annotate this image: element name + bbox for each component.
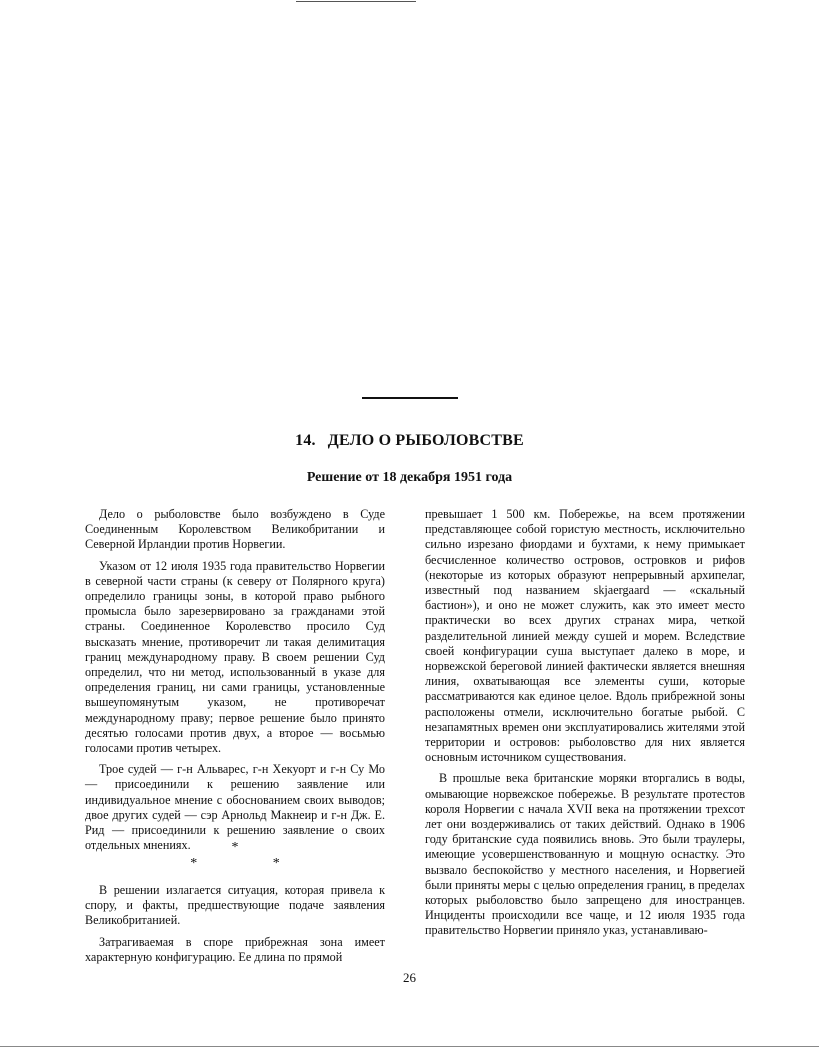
left-column — [85, 507, 385, 859]
left-column-continued — [85, 883, 385, 971]
paragraph: В прошлые века британские моряки вторгались в воды, омывающие норвежское побережье. В результате протестов короля Норвегии с начала XVII века на протяжении трехсот лет они воздерживались от таких действий. Однако в 1906 году британские суда появились вновь. Это были траулеры, имеющие усовершенствованную и мощную оснастку. Это вызвало беспокойство у местного населения, и Норвегией были приняты меры с целью определения границ, в пределах которых рыболовство было запрещено для иностранцев. Инциденты происходили все чаще, и 12 июля 1935 года правительство Норвегии приняло указ, устанавливаю- — [425, 771, 745, 938]
paragraph: В решении излагается ситуация, которая привела к спору, и факты, предшествующие подаче заявления Великобританией. — [85, 883, 385, 928]
top-edge-rule — [296, 1, 416, 2]
chapter-title — [0, 432, 819, 450]
chapter-title-text: ДЕЛО О РЫБОЛОВСТВЕ — [327, 432, 524, 449]
page-number: 26 — [403, 970, 416, 985]
paragraph: превышает 1 500 км. Побережье, на всем протяжении представляющее собой гористую местность, исключительно сильно изрезано фиордами и бухтами, к нему примыкает бесчисленное количество островов, островков и рифов (некоторые из которых образуют непрерывный архипелаг, известный под названием skjaergaard — «скальный бастион»), и оно не может служить, как это имеет место практически во всех других странах мира, четкой разделительной линией между сушей и морем. Вследствие своей конфигурации суша выступает далеко в море, и норвежской береговой линией фактически является внешняя линия, охватывающая все элементы суши, которые рассматриваются как единое целое. Вдоль прибрежной зоны расположены отмели, исключительно богатые рыбой. С незапамятных времен они эксплуатировались жителями этой территории и островов: рыболовство для них является основным источником существования. — [425, 507, 745, 765]
right-column — [425, 507, 745, 945]
paragraph: Указом от 12 июля 1935 года правительство Норвегии в северной части страны (к северу от Полярного круга) определило границы зоны, в которой право рыбного промысла было зарезервировано за гражданами этой страны. Соединенное Королевство просило Суд высказать мнение, противоречит ли такая делимитация границ международному праву. В своем решении Суд определил, что ни метод, использованный в указе для определения границ, ни сами границы, установленные вышеупомянутым указом, не противоречат международному праву; первое решение было принято десятью голосами против двух, а второе — восьмью голосами против четырех. — [85, 558, 385, 756]
paragraph: Дело о рыболовстве было возбуждено в Суде Соединенным Королевством Великобритании и Северной Ирландии против Норвегии. — [85, 507, 385, 552]
title-rule — [362, 397, 458, 399]
separator-asterisk-top: * — [231, 840, 239, 855]
bottom-edge-rule — [0, 1046, 819, 1047]
chapter-subtitle: Решение от 18 декабря 1951 года — [306, 470, 513, 485]
paragraph: Трое судей — г-н Альварес, г-н Хекуорт и г-н Су Мо — присоединили к решению заявление или индивидуальное мнение с обоснованием своих выводов; двое других судей — сэр Арнольд Макнеир и г-н Дж. Е. Рид — присоединили к решению заявление о своих отдельных мнениях. — [85, 762, 385, 853]
chapter-number: 14. — [295, 432, 316, 449]
section-separator — [85, 840, 385, 880]
paragraph: Затрагиваемая в споре прибрежная зона имеет характерную конфигурацию. Ее длина по прямой — [85, 934, 385, 964]
separator-asterisks-bottom: * * — [190, 856, 316, 871]
